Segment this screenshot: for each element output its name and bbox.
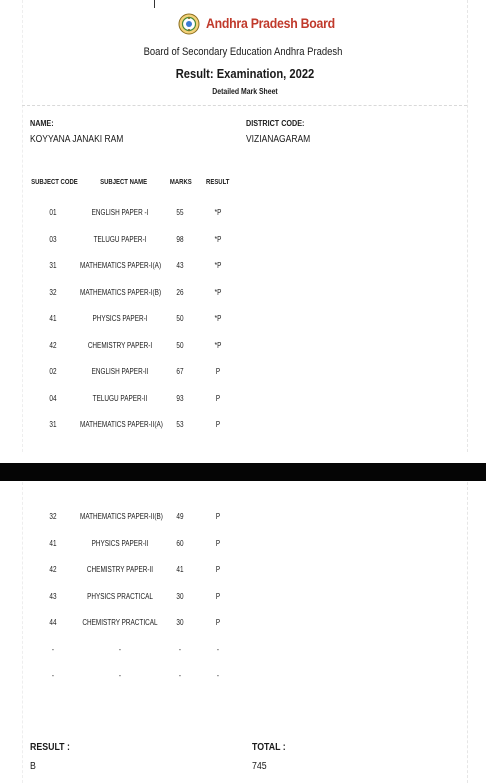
result-cell: P: [215, 512, 221, 521]
district-value: VIZIANAGARAM: [246, 134, 311, 145]
subject-code-cell: 42: [49, 565, 57, 574]
marks-cell: 93: [176, 393, 184, 403]
subject-name-cell: MATHEMATICS PAPER-I(A): [80, 261, 162, 270]
marks-cell: 49: [176, 512, 184, 521]
table-row: [0, 420, 486, 432]
marks-cell: 60: [176, 538, 184, 548]
result-value: B: [30, 761, 36, 772]
exam-title: Result: Examination, 2022: [175, 66, 315, 81]
table-row: [0, 341, 486, 353]
subject-code-cell: 02: [49, 367, 57, 376]
marks-cell: 43: [176, 261, 184, 270]
subject-code-cell: 31: [49, 261, 57, 270]
marks-cell: 50: [176, 314, 184, 323]
subject-code-cell: -: [51, 671, 55, 680]
subject-name-cell: PHYSICS PRACTICAL: [87, 591, 153, 601]
subject-name-cell: CHEMISTRY PAPER-II: [86, 565, 154, 574]
header-subject-name: SUBJECT NAME: [100, 179, 148, 186]
table-row: [0, 235, 486, 247]
subject-name-cell: TELUGU PAPER-II: [92, 393, 148, 403]
result-cell: *P: [214, 261, 222, 270]
table-row: [0, 671, 486, 683]
subject-name-cell: CHEMISTRY PAPER-I: [87, 340, 153, 350]
subject-name-cell: TELUGU PAPER-I: [93, 234, 147, 244]
table-row: [0, 645, 486, 657]
result-cell: *P: [214, 340, 222, 350]
subject-code-cell: 44: [49, 618, 57, 627]
left-border-lower: [22, 482, 23, 783]
marks-cell: 55: [176, 208, 184, 217]
subject-code-cell: 04: [49, 393, 57, 403]
result-label: RESULT :: [30, 742, 70, 753]
result-cell: P: [215, 420, 221, 429]
table-row: [0, 592, 486, 604]
subject-name-cell: MATHEMATICS PAPER-I(B): [80, 287, 162, 297]
board-name: Andhra Pradesh Board: [206, 15, 335, 31]
result-cell: P: [215, 618, 221, 627]
subject-code-cell: 42: [49, 340, 57, 350]
marks-cell: 30: [176, 618, 184, 627]
subject-code-cell: 01: [49, 208, 57, 217]
district-label: DISTRICT CODE:: [246, 119, 305, 128]
total-label: TOTAL :: [252, 742, 286, 753]
subject-name-cell: MATHEMATICS PAPER-II(B): [80, 512, 163, 521]
subject-code-cell: -: [51, 644, 55, 654]
subject-code-cell: 41: [49, 538, 57, 548]
subject-code-cell: 32: [49, 512, 57, 521]
result-cell: P: [215, 538, 221, 548]
total-value: 745: [252, 761, 267, 772]
result-cell: -: [216, 644, 220, 654]
marks-cell: 30: [176, 591, 184, 601]
result-cell: P: [215, 367, 221, 376]
table-row: [0, 208, 486, 220]
header-divider: [22, 105, 467, 106]
subject-name-cell: ENGLISH PAPER-II: [91, 367, 149, 376]
right-border: [467, 0, 468, 452]
sheet-title: Detailed Mark Sheet: [212, 87, 278, 96]
header-subject-code: SUBJECT CODE: [31, 179, 78, 186]
emblem-logo-icon: [178, 13, 200, 35]
left-border: [22, 0, 23, 452]
table-row: [0, 367, 486, 379]
organization-name: Board of Secondary Education Andhra Pradesh: [143, 46, 343, 58]
marks-cell: -: [178, 671, 182, 680]
right-border-lower: [467, 482, 468, 783]
result-cell: *P: [214, 208, 222, 217]
subject-name-cell: CHEMISTRY PRACTICAL: [82, 618, 158, 627]
header-result: RESULT: [206, 179, 230, 186]
page-break-band: [0, 463, 486, 481]
marks-cell: 53: [176, 420, 184, 429]
table-row: [0, 261, 486, 273]
marks-cell: 98: [176, 234, 184, 244]
subject-name-cell: PHYSICS PAPER-II: [91, 538, 149, 548]
result-cell: P: [215, 393, 221, 403]
student-name: KOYYANA JANAKI RAM: [30, 134, 124, 145]
marks-cell: -: [178, 644, 182, 654]
result-cell: *P: [214, 234, 222, 244]
result-cell: *P: [214, 287, 222, 297]
header-marks: MARKS: [169, 179, 192, 186]
subject-code-cell: 41: [49, 314, 57, 323]
table-row: [0, 512, 486, 524]
subject-code-cell: 43: [49, 591, 57, 601]
top-tick-mark: [154, 0, 155, 8]
subject-code-cell: 03: [49, 234, 57, 244]
subject-name-cell: ENGLISH PAPER -I: [91, 208, 149, 217]
marks-cell: 26: [176, 287, 184, 297]
subject-name-cell: -: [118, 644, 122, 654]
result-cell: -: [216, 671, 220, 680]
table-row: [0, 314, 486, 326]
subject-code-cell: 32: [49, 287, 57, 297]
subject-name-cell: -: [118, 671, 122, 680]
result-cell: *P: [214, 314, 222, 323]
name-label: NAME:: [30, 119, 54, 128]
subject-code-cell: 31: [49, 420, 57, 429]
table-row: [0, 394, 486, 406]
marks-cell: 50: [176, 340, 184, 350]
subject-name-cell: MATHEMATICS PAPER-II(A): [80, 420, 163, 429]
marks-cell: 67: [176, 367, 184, 376]
table-row: [0, 565, 486, 577]
table-row: [0, 618, 486, 630]
result-cell: P: [215, 591, 221, 601]
result-cell: P: [215, 565, 221, 574]
table-row: [0, 539, 486, 551]
marks-cell: 41: [176, 565, 184, 574]
table-row: [0, 288, 486, 300]
subject-name-cell: PHYSICS PAPER-I: [92, 314, 148, 323]
